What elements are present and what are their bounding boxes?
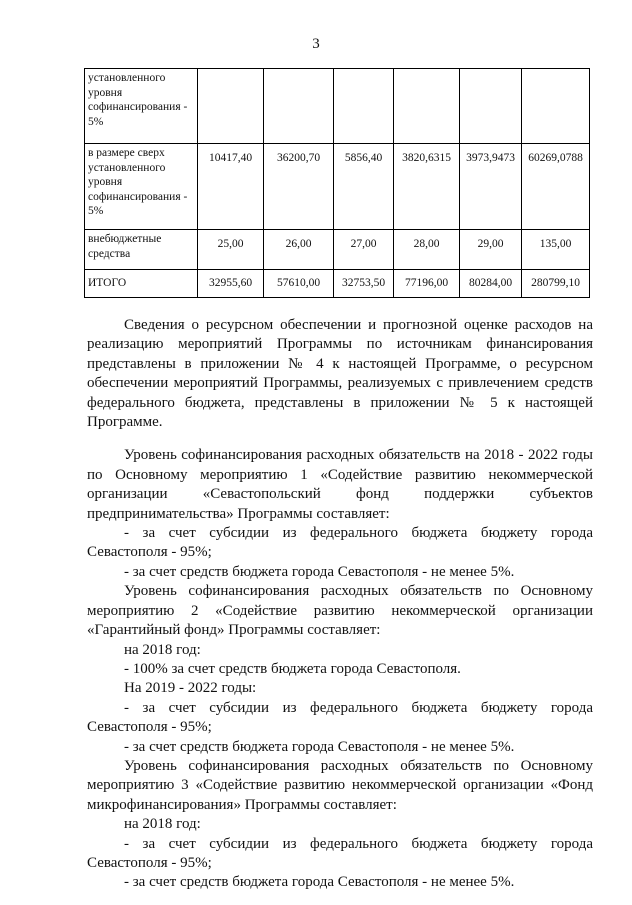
paragraph: Сведения о ресурсном обеспечении и прогнозной оценке расходов на реализацию мероприятий Программы по источникам финансирования представлены в приложении № 4 к настоящей Программе, о ресурсном обеспечении мероприятий Программы, реализуемых с привлечением средств федерального бюджета, представлены в приложении № 5 к настоящей Программе. <box>87 317 593 431</box>
table-row <box>85 69 590 144</box>
financing-table <box>84 68 590 298</box>
row-label: внебюджетные средства <box>85 230 198 270</box>
table-cell: 32753,50 <box>334 270 394 298</box>
paragraph: - за счет субсидии из федерального бюджета бюджету города Севастополя - 95%; <box>87 835 593 871</box>
table-cell: 29,00 <box>460 230 522 270</box>
table-cell: 25,00 <box>198 230 264 270</box>
table-row <box>85 144 590 230</box>
table-cell <box>394 69 460 144</box>
table-cell: 80284,00 <box>460 270 522 298</box>
table-cell: 77196,00 <box>394 270 460 298</box>
paragraph: на 2018 год: <box>124 816 201 833</box>
table-cell: 26,00 <box>264 230 334 270</box>
paragraph: - за счет субсидии из федерального бюджета бюджету города Севастополя - 95%; <box>87 525 593 561</box>
table-cell <box>198 69 264 144</box>
paragraph: - за счет средств бюджета города Севастополя - не менее 5%. <box>124 563 515 580</box>
paragraph: - 100% за счет средств бюджета города Севастополя. <box>124 660 461 677</box>
table-cell <box>334 69 394 144</box>
row-label: установленного уровня софинансирования - 5% <box>85 69 198 144</box>
paragraph: на 2018 год: <box>124 641 201 658</box>
table-cell <box>460 69 522 144</box>
paragraph: Уровень софинансирования расходных обязательств на 2018 - 2022 годы по Основному мероприятию 1 «Содействие развитию некоммерческой организации «Севастопольский фонд поддержки субъектов предпринимательства» Программы составляет: <box>87 447 593 522</box>
table-row <box>85 230 590 270</box>
paragraph: На 2019 - 2022 годы: <box>124 680 257 697</box>
paragraph: Уровень софинансирования расходных обязательств по Основному мероприятию 2 «Содействие развитию некоммерческой организации «Гарантийный фонд» Программы составляет: <box>87 583 593 639</box>
body-text <box>87 316 593 893</box>
paragraph: - за счет средств бюджета города Севастополя - не менее 5%. <box>124 738 515 755</box>
table-cell: 27,00 <box>334 230 394 270</box>
table-cell <box>264 69 334 144</box>
table-cell: 135,00 <box>522 230 590 270</box>
table-cell: 28,00 <box>394 230 460 270</box>
table-cell: 3973,9473 <box>460 144 522 230</box>
paragraph: - за счет средств бюджета города Севастополя - не менее 5%. <box>124 874 515 891</box>
page-number: 3 <box>312 36 320 52</box>
table-cell: 32955,60 <box>198 270 264 298</box>
table-cell <box>522 69 590 144</box>
row-label: ИТОГО <box>85 270 198 298</box>
table-cell: 5856,40 <box>334 144 394 230</box>
table-cell: 60269,0788 <box>522 144 590 230</box>
row-label: в размере сверх установленного уровня софинансирования - 5% <box>85 144 198 230</box>
table-row <box>85 270 590 298</box>
table-cell: 36200,70 <box>264 144 334 230</box>
table-cell: 3820,6315 <box>394 144 460 230</box>
paragraph: Уровень софинансирования расходных обязательств по Основному мероприятию 3 «Содействие развитию некоммерческой организации «Фонд микрофинансирования» Программы составляет: <box>87 757 593 813</box>
table-cell: 280799,10 <box>522 270 590 298</box>
table-cell: 10417,40 <box>198 144 264 230</box>
table-cell: 57610,00 <box>264 270 334 298</box>
paragraph: - за счет субсидии из федерального бюджета бюджету города Севастополя - 95%; <box>87 699 593 736</box>
